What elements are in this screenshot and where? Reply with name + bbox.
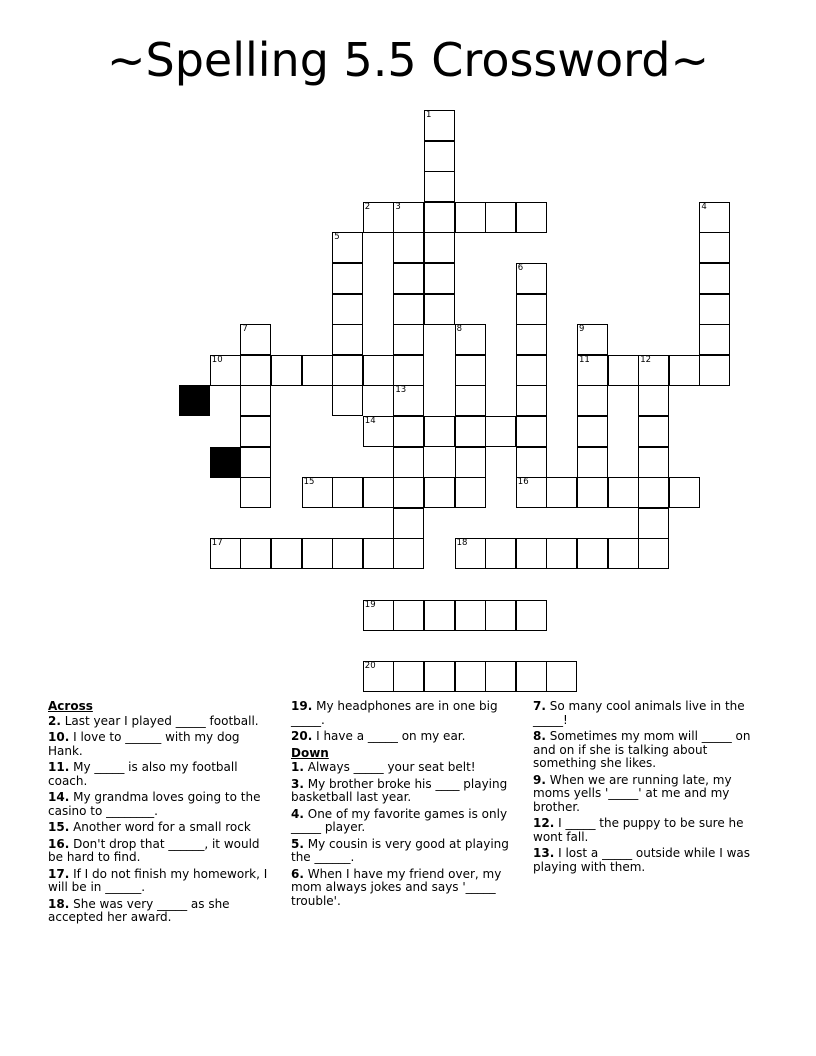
grid-cell[interactable] — [516, 385, 547, 416]
clue-down-6: 6. When I have my friend over, my mom always jokes and says '_____ trouble'. — [291, 866, 502, 908]
grid-cell[interactable] — [516, 477, 547, 508]
grid-cell[interactable] — [638, 447, 669, 478]
grid-cell[interactable] — [669, 355, 700, 386]
grid-cell[interactable] — [393, 600, 424, 631]
grid-cell[interactable] — [485, 600, 516, 631]
grid-cell[interactable] — [455, 355, 486, 386]
clue-number: 19 — [364, 599, 376, 610]
grid-cell[interactable] — [271, 355, 302, 386]
grid-cell[interactable] — [393, 263, 424, 294]
grid-cell[interactable] — [240, 477, 271, 508]
grid-cell[interactable] — [577, 355, 608, 386]
clue-number: 1 — [426, 110, 432, 120]
grid-cell[interactable] — [332, 477, 363, 508]
grid-cell[interactable] — [516, 416, 547, 447]
clue-number: 18 — [456, 538, 468, 549]
clue-number: 10 — [211, 354, 223, 365]
grid-cell[interactable] — [363, 600, 394, 631]
grid-cell[interactable] — [516, 263, 547, 294]
grid-cell[interactable] — [240, 447, 271, 478]
clue-number: 9 — [579, 324, 585, 335]
grid-cell[interactable] — [546, 477, 577, 508]
grid-cell[interactable] — [577, 385, 608, 416]
grid-cell[interactable] — [516, 661, 547, 692]
grid-cell[interactable] — [516, 447, 547, 478]
clue-down-1: 1. Always _____ your seat belt! — [291, 760, 476, 774]
grid-cell[interactable] — [363, 538, 394, 569]
grid-cell[interactable] — [332, 263, 363, 294]
grid-cell[interactable] — [363, 477, 394, 508]
grid-cell[interactable] — [516, 324, 547, 355]
grid-cell[interactable] — [638, 477, 669, 508]
grid-cell[interactable] — [699, 324, 730, 355]
grid-cell[interactable] — [485, 416, 516, 447]
grid-cell[interactable] — [424, 110, 455, 141]
clue-column-2 — [291, 700, 513, 911]
grid-cell[interactable] — [455, 447, 486, 478]
clue-down-4: 4. One of my favorite games is only _____ player. — [291, 806, 508, 834]
page-title: ~Spelling 5.5 Crossword~ — [106, 33, 710, 87]
grid-cell[interactable] — [455, 661, 486, 692]
grid-cell[interactable] — [332, 385, 363, 416]
grid-cell[interactable] — [393, 416, 424, 447]
grid-cell[interactable] — [455, 600, 486, 631]
grid-cell[interactable] — [455, 416, 486, 447]
clue-number: 14 — [364, 416, 376, 426]
grid-cell[interactable] — [393, 538, 424, 569]
grid-cell[interactable] — [455, 538, 486, 569]
grid-cell[interactable] — [699, 232, 730, 263]
grid-cell[interactable] — [577, 324, 608, 355]
grid-cell[interactable] — [210, 538, 241, 569]
clue-down-7: 7. So many cool animals live in the _____! — [533, 699, 745, 727]
grid-cell[interactable] — [546, 661, 577, 692]
grid-cell[interactable] — [485, 202, 516, 233]
grid-cell[interactable] — [608, 538, 639, 569]
grid-cell[interactable] — [424, 232, 455, 263]
grid-cell[interactable] — [577, 538, 608, 569]
clue-number: 2 — [364, 201, 371, 212]
clue-across-16: 16. Don't drop that ______, it would be hard to find. — [48, 836, 260, 864]
grid-cell[interactable] — [302, 538, 333, 569]
grid-cell[interactable] — [424, 263, 455, 294]
grid-cell[interactable] — [393, 477, 424, 508]
down-header: Down — [291, 745, 329, 760]
clue-down-9: 9. When we are running late, my moms yells '_____' at me and my brother. — [533, 772, 732, 814]
grid-cell[interactable] — [577, 416, 608, 447]
clue-number: 5 — [334, 232, 340, 243]
grid-cell[interactable] — [577, 477, 608, 508]
grid-cell[interactable] — [424, 202, 455, 233]
grid-cell[interactable] — [332, 232, 363, 263]
clue-number: 16 — [517, 477, 529, 488]
grid-cell[interactable] — [455, 385, 486, 416]
grid-cell[interactable] — [577, 447, 608, 478]
grid-cell[interactable] — [485, 538, 516, 569]
grid-cell[interactable] — [455, 324, 486, 355]
clue-across-20: 20. I have a _____ on my ear. — [291, 729, 466, 743]
grid-cell[interactable] — [608, 355, 639, 386]
grid-cell[interactable] — [485, 661, 516, 692]
grid-cell[interactable] — [424, 477, 455, 508]
clue-across-2: 2. Last year I played _____ football. — [48, 713, 259, 728]
grid-cell[interactable] — [302, 477, 333, 508]
clue-down-8: 8. Sometimes my mom will _____ on and on if she is talking about something she likes. — [533, 729, 751, 770]
grid-cell[interactable] — [363, 416, 394, 447]
clue-column-3 — [533, 700, 763, 877]
clue-number: 3 — [395, 201, 401, 212]
grid-cell[interactable] — [240, 385, 271, 416]
grid-black-cell — [179, 385, 210, 416]
across-header: Across — [48, 699, 93, 713]
grid-cell[interactable] — [363, 355, 394, 386]
clue-column-1 — [48, 700, 276, 928]
grid-cell[interactable] — [332, 324, 363, 355]
clue-number: 8 — [456, 324, 463, 335]
grid-cell[interactable] — [393, 202, 424, 233]
grid-cell[interactable] — [393, 355, 424, 386]
clue-down-12: 12. I _____ the puppy to be sure he wont fall. — [533, 816, 744, 844]
grid-cell[interactable] — [699, 355, 730, 386]
grid-cell[interactable] — [516, 538, 547, 569]
grid-cell[interactable] — [455, 202, 486, 233]
clue-number: 12 — [640, 354, 652, 365]
grid-cell[interactable] — [638, 355, 669, 386]
grid-cell[interactable] — [516, 202, 547, 233]
grid-cell[interactable] — [424, 141, 455, 172]
clue-number: 15 — [303, 477, 315, 488]
grid-cell[interactable] — [516, 294, 547, 325]
grid-cell[interactable] — [516, 355, 547, 386]
grid-cell[interactable] — [424, 600, 455, 631]
grid-cell[interactable] — [424, 294, 455, 325]
grid-cell[interactable] — [638, 385, 669, 416]
grid-cell[interactable] — [546, 538, 577, 569]
grid-cell[interactable] — [332, 355, 363, 386]
clue-down-5: 5. My cousin is very good at playing the ______. — [291, 836, 509, 864]
grid-cell[interactable] — [332, 294, 363, 325]
grid-cell[interactable] — [240, 324, 271, 355]
grid-cell[interactable] — [424, 171, 455, 202]
clue-number: 17 — [211, 538, 223, 549]
grid-cell[interactable] — [455, 477, 486, 508]
grid-cell[interactable] — [240, 416, 271, 447]
grid-cell[interactable] — [699, 202, 730, 233]
grid-cell[interactable] — [393, 385, 424, 416]
clue-number: 20 — [364, 660, 376, 671]
clue-down-3: 3. My brother broke his ____ playing basketball last year. — [291, 776, 508, 804]
clue-across-14: 14. My grandma loves going to the casino to ________. — [48, 790, 261, 818]
grid-cell[interactable] — [393, 447, 424, 478]
grid-cell[interactable] — [271, 538, 302, 569]
clue-number: 7 — [242, 324, 248, 335]
grid-cell[interactable] — [608, 477, 639, 508]
grid-cell[interactable] — [669, 477, 700, 508]
grid-cell[interactable] — [240, 538, 271, 569]
grid-cell[interactable] — [638, 416, 669, 447]
clue-number: 4 — [701, 201, 707, 212]
grid-cell[interactable] — [638, 508, 669, 539]
grid-cell[interactable] — [210, 355, 241, 386]
clue-across-15: 15. Another word for a small rock — [48, 820, 251, 834]
clue-number: 11 — [579, 354, 590, 365]
grid-black-cell — [210, 447, 241, 478]
grid-cell[interactable] — [393, 661, 424, 692]
grid-cell[interactable] — [699, 294, 730, 325]
clue-across-17: 17. If I do not finish my homework, I will be in ______. — [48, 866, 268, 894]
grid-cell[interactable] — [393, 508, 424, 539]
grid-cell[interactable] — [363, 202, 394, 233]
clue-across-18: 18. She was very _____ as she accepted her award. — [48, 896, 230, 924]
clue-across-19: 19. My headphones are in one big _____. — [291, 699, 498, 727]
clue-number: 6 — [517, 263, 524, 273]
clue-down-13: 13. I lost a _____ outside while I was playing with them. — [533, 846, 750, 874]
clue-number: 13 — [395, 385, 407, 396]
grid-cell[interactable] — [638, 538, 669, 569]
grid-cell[interactable] — [393, 294, 424, 325]
clue-across-11: 11. My _____ is also my football coach. — [48, 760, 238, 788]
grid-cell[interactable] — [393, 324, 424, 355]
grid-cell[interactable] — [699, 263, 730, 294]
grid-cell[interactable] — [424, 661, 455, 692]
grid-cell[interactable] — [393, 232, 424, 263]
clue-across-10: 10. I love to ______ with my dog Hank. — [48, 730, 240, 758]
grid-cell[interactable] — [302, 355, 333, 386]
grid-cell[interactable] — [424, 416, 455, 447]
grid-cell[interactable] — [332, 538, 363, 569]
grid-cell[interactable] — [516, 600, 547, 631]
grid-cell[interactable] — [240, 355, 271, 386]
grid-cell[interactable] — [363, 661, 394, 692]
